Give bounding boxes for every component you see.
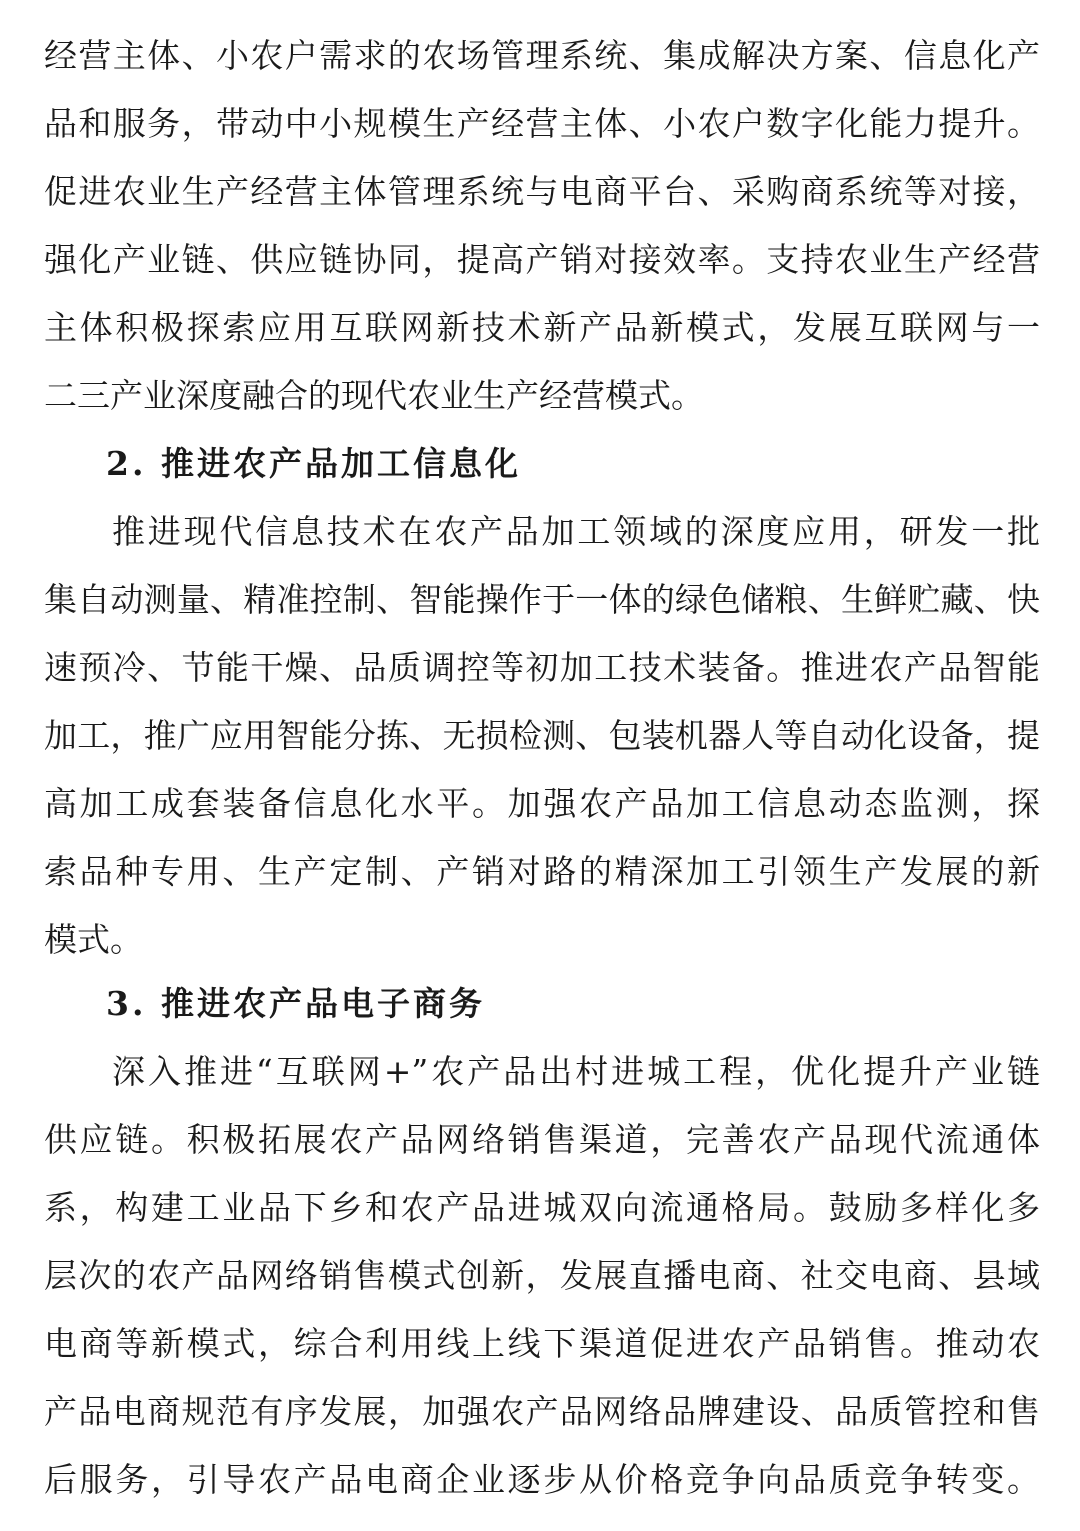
section-2-line-2: 集自动测量、精准控制、智能操作于一体的绿色储粮、生鲜贮藏、快: [44, 580, 1040, 619]
section-2-line-6: 索品种专用、生产定制、产销对路的精深加工引领生产发展的新: [44, 852, 1040, 891]
intro-line-4: 强化产业链、供应链协同，提高产销对接效率。支持农业生产经营: [44, 240, 1040, 279]
section-2-line-3: 速预冷、节能干燥、品质调控等初加工技术装备。推进农产品智能: [44, 648, 1040, 687]
intro-line-6: 二三产业深度融合的现代农业生产经营模式。: [44, 376, 704, 415]
section-2-line-1: 推进现代信息技术在农产品加工领域的深度应用，研发一批: [112, 512, 1040, 551]
section-3-line-7: 后服务，引导农产品电商企业逐步从价格竞争向品质竞争转变。: [44, 1460, 1040, 1499]
intro-line-1: 经营主体、小农户需求的农场管理系统、集成解决方案、信息化产: [44, 36, 1040, 75]
section-3-line-5: 电商等新模式，综合利用线上线下渠道促进农产品销售。推动农: [44, 1324, 1040, 1363]
section-3-line-3: 系，构建工业品下乡和农产品进城双向流通格局。鼓励多样化多: [44, 1188, 1040, 1227]
section-3-heading: 3. 推进农产品电子商务: [106, 984, 485, 1023]
intro-line-2: 品和服务，带动中小规模生产经营主体、小农户数字化能力提升。: [44, 104, 1040, 143]
section-3-line-4: 层次的农产品网络销售模式创新，发展直播电商、社交电商、县域: [44, 1256, 1040, 1295]
section-3-line-2: 供应链。积极拓展农产品网络销售渠道，完善农产品现代流通体: [44, 1120, 1040, 1159]
section-3-line-1: 深入推进“互联网+”农产品出村进城工程，优化提升产业链: [112, 1052, 1040, 1091]
section-2-heading: 2. 推进农产品加工信息化: [106, 444, 521, 483]
intro-line-5: 主体积极探索应用互联网新技术新产品新模式，发展互联网与一: [44, 308, 1040, 347]
section-2-line-7: 模式。: [44, 920, 143, 959]
intro-line-3: 促进农业生产经营主体管理系统与电商平台、采购商系统等对接，: [44, 172, 1040, 211]
section-2-line-4: 加工，推广应用智能分拣、无损检测、包装机器人等自动化设备，提: [44, 716, 1040, 755]
section-2-line-5: 高加工成套装备信息化水平。加强农产品加工信息动态监测，探: [44, 784, 1040, 823]
section-3-line-6: 产品电商规范有序发展，加强农产品网络品牌建设、品质管控和售: [44, 1392, 1040, 1431]
